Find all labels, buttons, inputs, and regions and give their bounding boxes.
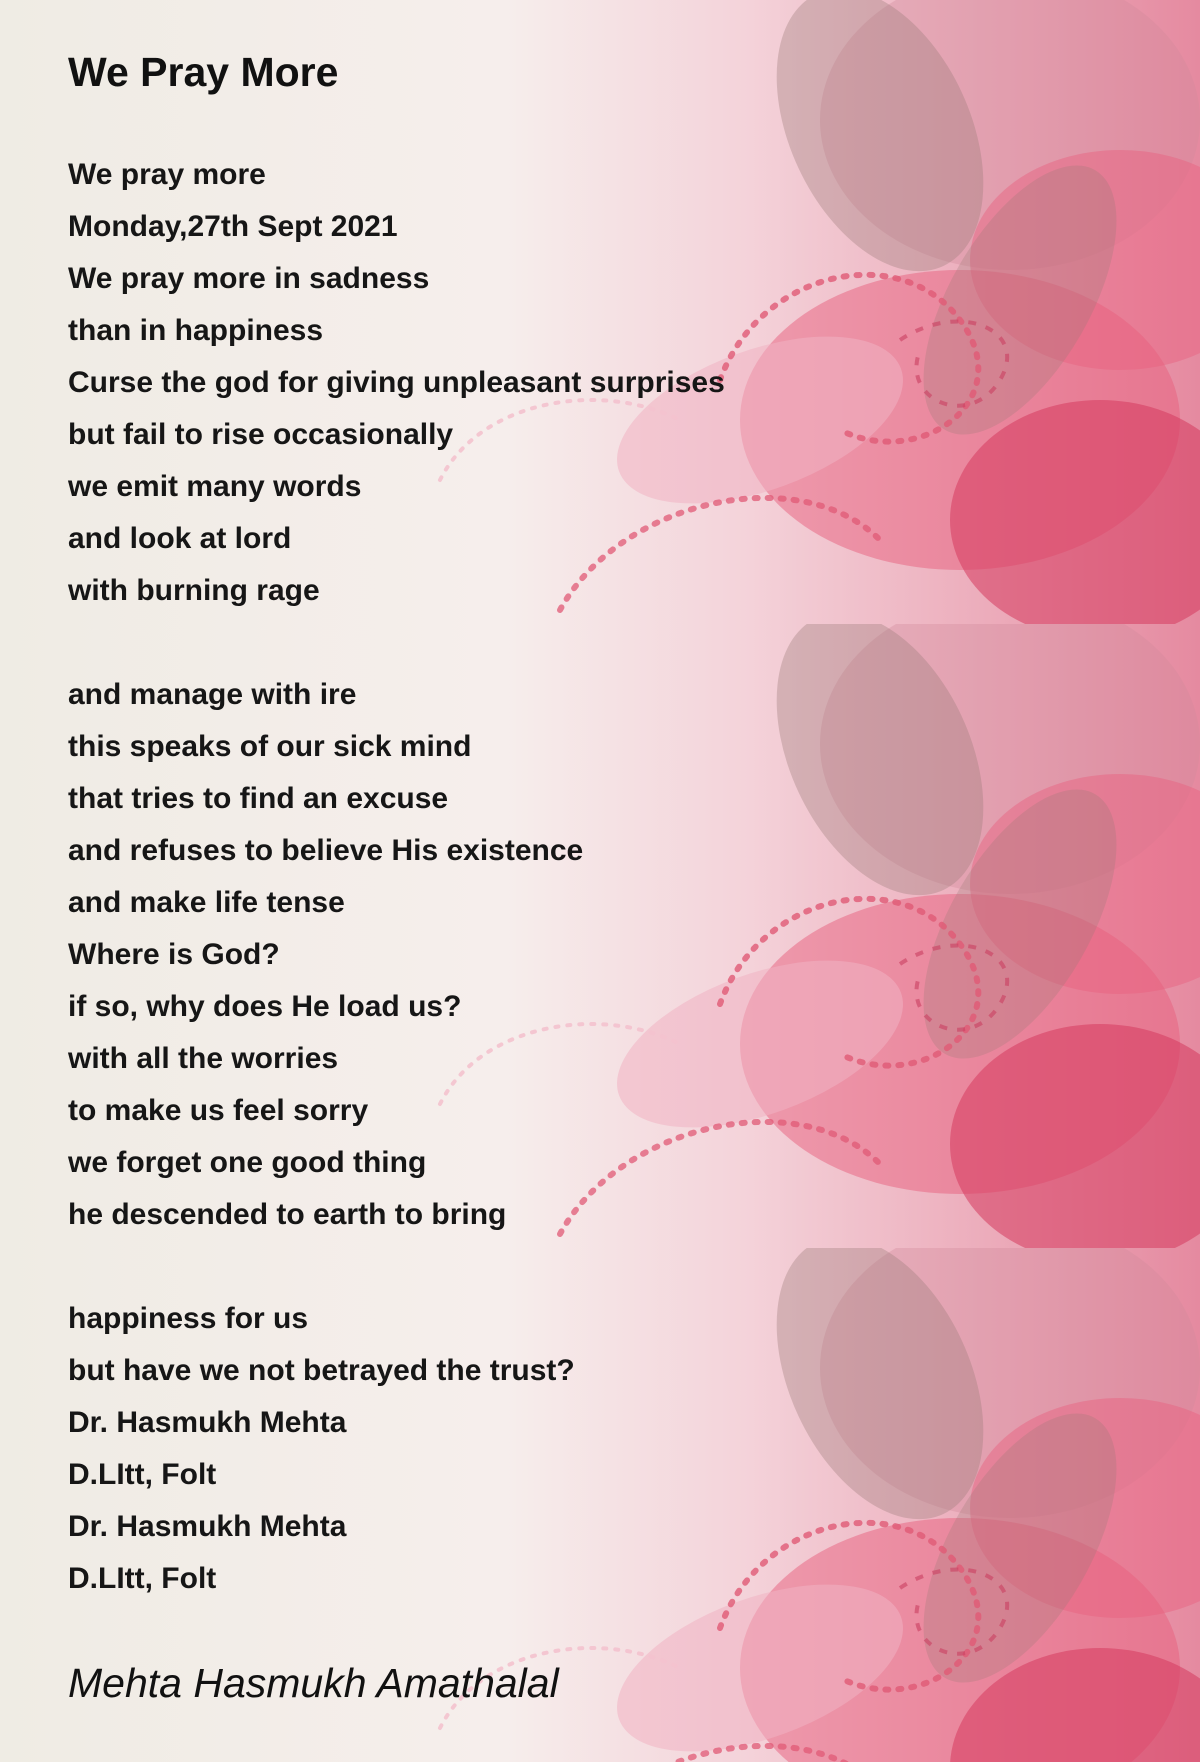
poem-line: if so, why does He load us?	[68, 990, 462, 1023]
poem-line: with burning rage	[68, 574, 320, 607]
stanza-3	[68, 1293, 575, 1605]
poem-line: with all the worries	[68, 1042, 339, 1075]
poem-line: but fail to rise occasionally	[68, 418, 454, 451]
poem-line: happiness for us	[68, 1302, 309, 1335]
poem-author: Mehta Hasmukh Amathalal	[68, 1660, 559, 1706]
poem-line: D.LItt, Folt	[68, 1458, 217, 1491]
poem-line: and make life tense	[68, 886, 345, 919]
poem-line: Monday,27th Sept 2021	[68, 210, 398, 243]
poem-line: D.LItt, Folt	[68, 1562, 217, 1595]
poem-line: to make us feel sorry	[68, 1094, 369, 1127]
poem-line: We pray more	[68, 158, 266, 191]
poem-line: and refuses to believe His existence	[68, 834, 584, 867]
poem-line: Where is God?	[68, 938, 280, 971]
stanza-1	[68, 149, 725, 617]
poem-line: and look at lord	[68, 522, 292, 555]
poem-line: but have we not betrayed the trust?	[68, 1354, 575, 1387]
stanza-2	[68, 669, 583, 1241]
poem-line: We pray more in sadness	[68, 262, 430, 295]
poem-line: and manage with ire	[68, 678, 357, 711]
poem-line: that tries to find an excuse	[68, 782, 449, 815]
poem-line: this speaks of our sick mind	[68, 730, 472, 763]
poem-line: Dr. Hasmukh Mehta	[68, 1510, 347, 1543]
poem-title: We Pray More	[68, 49, 339, 95]
poem-line: than in happiness	[68, 314, 324, 347]
poem-line: Dr. Hasmukh Mehta	[68, 1406, 347, 1439]
poem-line: Curse the god for giving unpleasant surprises	[68, 366, 725, 399]
poem-line: he descended to earth to bring	[68, 1198, 507, 1231]
poem-line: we emit many words	[68, 470, 362, 503]
poem-line: we forget one good thing	[68, 1146, 427, 1179]
